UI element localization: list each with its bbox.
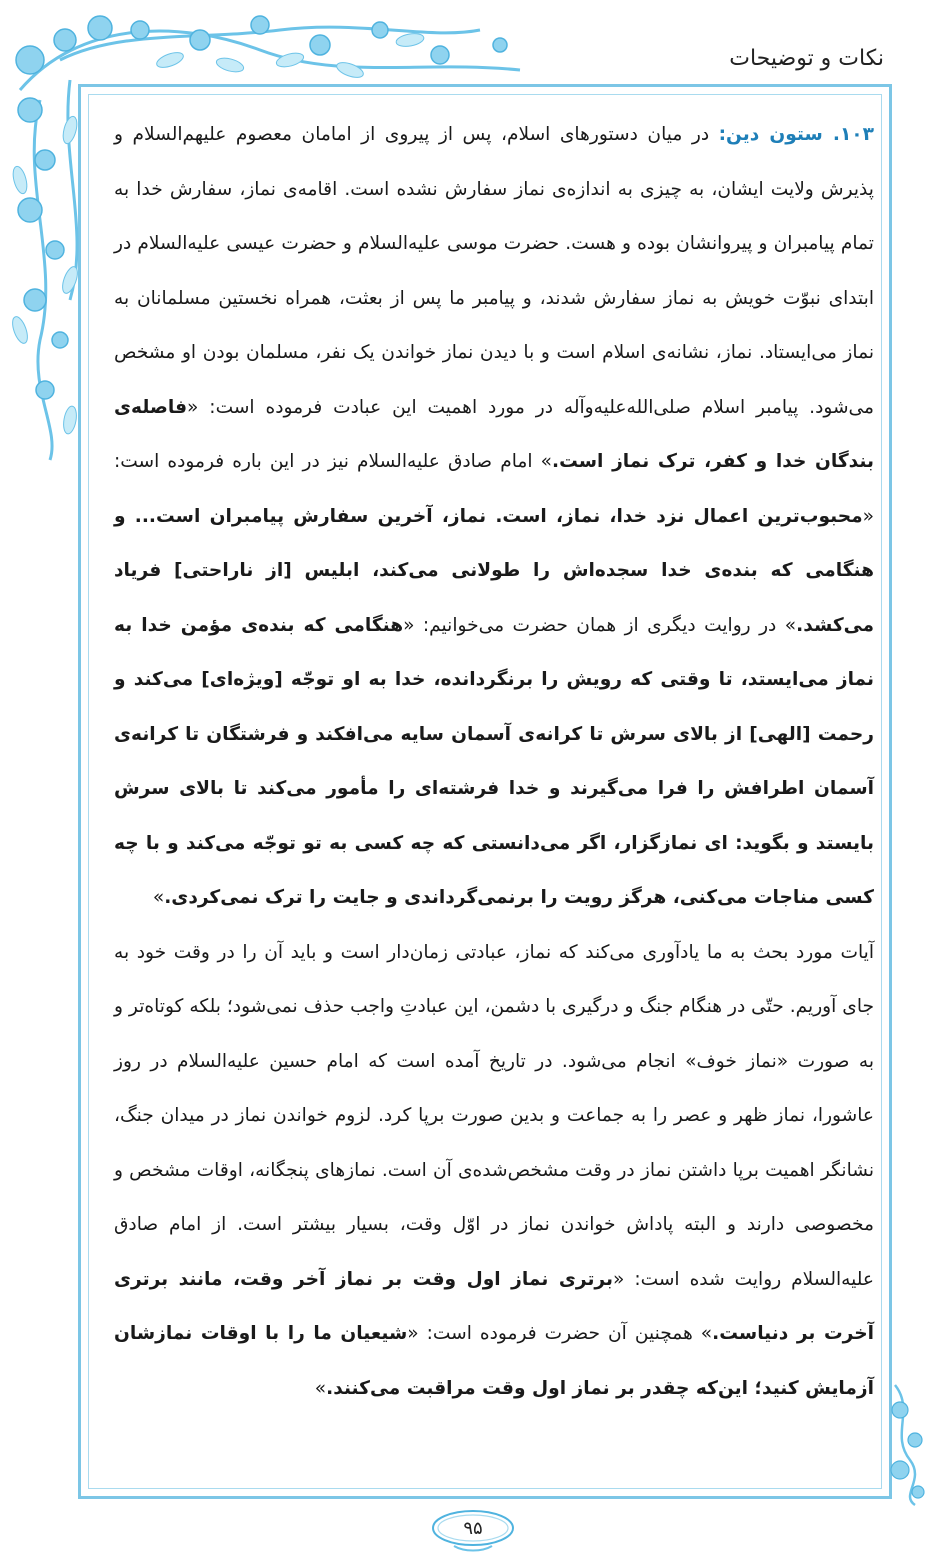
- body-text: »: [314, 1377, 327, 1399]
- floral-bottom-right-ornament: [870, 1380, 946, 1510]
- page-number: ۹۵: [463, 1517, 483, 1539]
- quote-text: محبوب‌ترین اعمال نزد خدا، نماز، است. نماز، آخرین سفارش پیامبران است... و هنگامی که بنده‌ی خدا سجده‌اش را طولانی می‌کند، ابلیس [از ناراحتی] فریاد می‌کشد.: [114, 505, 875, 636]
- body-text: در میان دستورهای اسلام، پس از پیروی از امامان معصوم علیهم‌السلام و پذیرش ولایت ایشان، به چیزی به اندازه‌ی نماز سفارش نشده است. اقامه‌ی نماز، سفارش خدا به تمام پیامبران و پیروانشان بوده و هست. حضرت موسی علیه‌السلام و حضرت عیسی علیه‌السلام در ابتدای نبوّت خویش به نماز سفارش شدند، و پیامبر ما پس از بعثت، همراه نخستین مسلمانان به نماز می‌ایستاد. نماز، نشانه‌ی اسلام است و با دیدن نماز خواندن یک نفر، مسلمان بودن او مشخص می‌شود. پیامبر اسلام صلی‌الله‌علیه‌وآله در مورد اهمیت این عبادت فرموده است: «: [114, 124, 874, 418]
- paragraph: [114, 926, 874, 1417]
- body-text: » امام صادق علیه‌السلام نیز در این باره فرموده است: «: [114, 451, 874, 527]
- body-text: آیات مورد بحث به ما یادآوری می‌کند که نماز، عبادتی زمان‌دار است و باید آن را در وقت خود به جای آوریم. حتّی در هنگام جنگ و درگیری با دشمن، این عبادتِ واجب حذف نمی‌شود؛ بلکه کوتاه‌تر و به صورت «نماز خوف» انجام می‌شود. در تاریخ آمده است که امام حسین علیه‌السلام در روز عاشورا، نماز ظهر و عصر را به جماعت و بدین صورت برپا کرد. لزوم خواندن نماز در میدان جنگ، نشانگر اهمیت برپا داشتن نماز در وقت مشخص‌شده‌ی آن است. نمازهای پنجگانه، اوقات مشخص و مخصوصی دارند و البته پاداش خواندن نماز در اوّل وقت، بسیار بیشتر است. از امام صادق علیه‌السلام روایت شده است: «: [114, 941, 874, 1290]
- quote-text: شیعیان ما را با اوقات نمازشان آزمایش کنید؛ این‌که چقدر بر نماز اول وقت مراقبت می‌کنند.: [114, 1323, 874, 1399]
- body-text: » در روایت دیگری از همان حضرت می‌خوانیم: «: [403, 614, 797, 636]
- paragraph: [114, 108, 874, 926]
- quote-text: فاصله‌ی بندگان خدا و کفر، ترک نماز است.: [114, 396, 874, 472]
- section-title: نکات و توضیحات: [729, 46, 884, 71]
- quote-text: برتری نماز اول وقت بر نماز آخر وقت، مانند برتری آخرت بر دنیاست.: [114, 1268, 874, 1344]
- body-text: »: [152, 887, 165, 908]
- page-number-badge: [424, 1508, 522, 1554]
- quote-text: هنگامی که بنده‌ی مؤمن خدا به نماز می‌ایستد، تا وقتی که رویش را برنگردانده، خدا به او توجّه [ویژه‌ای] می‌کند و رحمت [الهی] از بالای سرش تا کرانه‌ی آسمان سایه می‌افکند و فرشتگان تا کرانه‌ی آسمان اطرافش را فرا می‌گیرند و خدا فرشته‌ای را مأمور می‌کند تا بالای سرش بایستد و بگوید: ای نمازگزار، اگر می‌دانستی که چه کسی به تو توجّه می‌کند و با چه کسی مناجات می‌کنی، هرگز رویت را برنمی‌گرداندی و جایت را ترک نمی‌کردی.: [114, 614, 874, 908]
- entry-number-heading: ۱۰۳. ستون دین:: [718, 124, 874, 145]
- main-text: [114, 108, 874, 1416]
- body-text: » همچنین آن حضرت فرموده است: «: [407, 1323, 713, 1344]
